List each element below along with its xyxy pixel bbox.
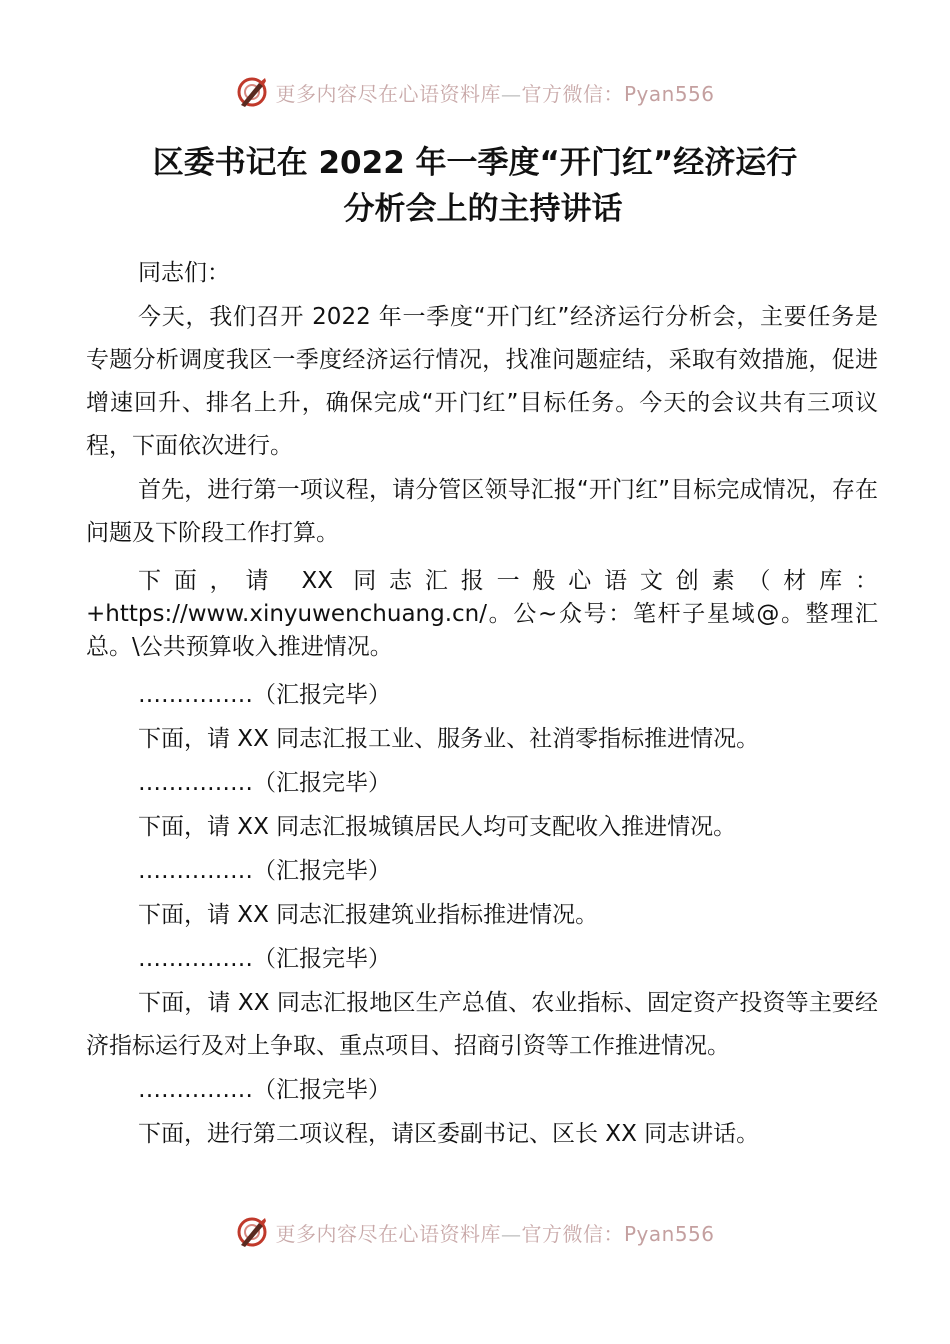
header-banner	[0, 72, 950, 112]
salutation: 同志们：	[138, 260, 230, 286]
report-done-1: ……………（汇报完毕）	[138, 682, 391, 708]
page-title	[60, 140, 890, 232]
pen-logo-icon	[235, 75, 269, 109]
report-done-4: ……………（汇报完毕）	[138, 946, 391, 972]
banner-text: 更多内容尽在心语资料库—官方微信：Pyan556	[275, 1221, 715, 1246]
document-body	[86, 252, 878, 1157]
paragraph-report-industry: 下面，请 XX 同志汇报工业、服务业、社消零指标推进情况。	[138, 726, 760, 752]
paragraph-report-construction: 下面，请 XX 同志汇报建筑业指标推进情况。	[138, 902, 599, 928]
paragraph-report-budget: 下面，请 XX 同志汇报一般心语文创素（材库：+https://www.xinyuwenchuang.cn/。公~众号：笔杆子星域@。整理汇总。\公共预算收入推进情况。	[86, 568, 878, 660]
report-done-3: ……………（汇报完毕）	[138, 858, 391, 884]
paragraph-intro: 今天，我们召开 2022 年一季度“开门红”经济运行分析会，主要任务是专题分析调度我区一季度经济运行情况，找准问题症结，采取有效措施，促进增速回升、排名上升，确保完成“开门红”目标任务。今天的会议共有三项议程，下面依次进行。	[86, 304, 878, 459]
paragraph-agenda-2: 下面，进行第二项议程，请区委副书记、区长 XX 同志讲话。	[138, 1121, 760, 1147]
paragraph-report-income: 下面，请 XX 同志汇报城镇居民人均可支配收入推进情况。	[138, 814, 737, 840]
report-done-5: ……………（汇报完毕）	[138, 1077, 391, 1103]
paragraph-agenda-1: 首先，进行第一项议程，请分管区领导汇报“开门红”目标完成情况，存在问题及下阶段工作打算。	[86, 477, 878, 546]
footer-banner	[0, 1212, 950, 1252]
title-line-1: 区委书记在 2022 年一季度“开门红”经济运行	[152, 145, 798, 181]
title-line-2: 分析会上的主持讲话	[343, 191, 623, 227]
pen-logo-icon	[235, 1215, 269, 1249]
paragraph-report-gdp: 下面，请 XX 同志汇报地区生产总值、农业指标、固定资产投资等主要经济指标运行及对上争取、重点项目、招商引资等工作推进情况。	[86, 990, 878, 1059]
banner-text: 更多内容尽在心语资料库—官方微信：Pyan556	[275, 81, 715, 106]
report-done-2: ……………（汇报完毕）	[138, 770, 391, 796]
